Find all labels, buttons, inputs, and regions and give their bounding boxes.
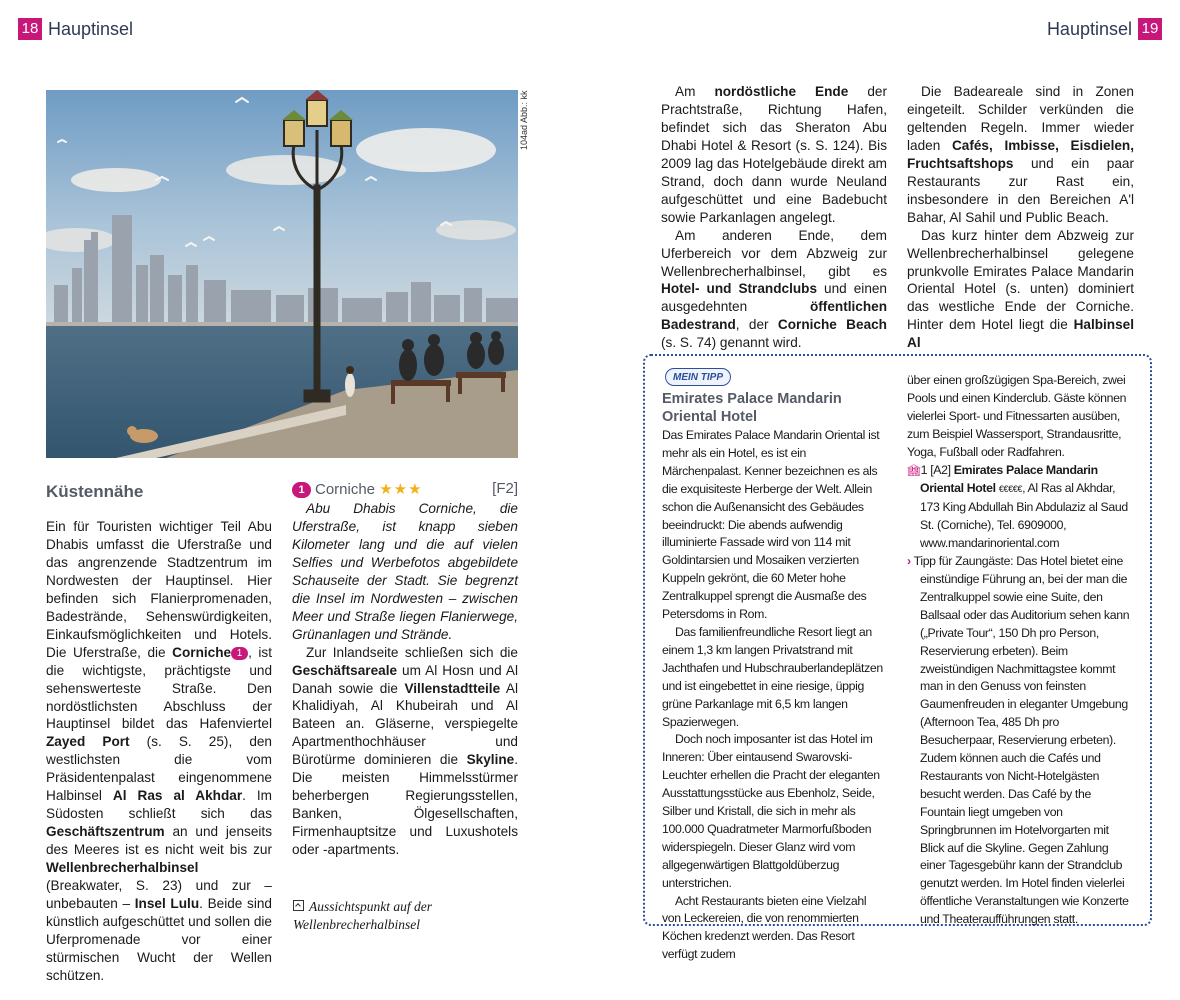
tip-paragraph: Doch noch imposanter ist das Hotel im Inneren: Über eintausend Swarovski-Leuchter erhellen die Pracht der eleganten Ausstattungsstücke aus Ebenholz, Seide, Silber und Kristall, die sich in mehr als 100.000 Quadratmeter Marmorfußboden widerspiegeln. Dieser Glanz wird vom allgegenwärtigen Blattgoldüberzug unterstrichen.	[662, 732, 880, 890]
text-run: . Die meisten Himmelsstürmer beherbergen Regierungsstellen, Banken, Ölgesellschaften, Firmenhauptsitze und Luxushotels oder -apartments.	[292, 752, 518, 858]
left-page-title: Hauptinsel	[48, 19, 134, 39]
bold-term: nordöstliche Ende	[714, 84, 849, 99]
poi-number-badge: 1	[292, 482, 311, 498]
tip-paragraph: Das familienfreundliche Resort liegt an einem 1,3 km langen Privatstrand mit Jachthafen und Hubschrauberlandeplätzen und ist eingebettet in eine riesige, üppig grüne Parkanlage mit 6,5 km langen Spazierwegen.	[662, 624, 883, 729]
hotel-entry	[907, 462, 1135, 554]
bold-term: Wellenbrecherhalbinsel	[46, 860, 199, 876]
right-page-number: 19	[1138, 18, 1162, 40]
photo-caption-text: Aussichtspunkt auf der Wellenbrecherhalbinsel	[293, 899, 432, 932]
section-heading: Küstennähe	[46, 482, 144, 501]
text-run: Am	[675, 84, 715, 99]
left-column-1	[46, 518, 272, 985]
photo-caption	[293, 898, 523, 934]
paragraph	[661, 83, 887, 227]
text-run: Das kurz hinter dem Abzweig zur Wellenbrecherhalbinsel gelegene prunkvolle Emirates Palace Mandarin Oriental Hotel (s. unten) dominiert das westliche Ende der Corniche. Hinter dem Hotel liegt die	[907, 227, 1134, 333]
paragraph	[907, 227, 1134, 353]
text-run: Ein für Touristen wichtiger Teil Abu Dhabis umfasst die Uferstraße und das angrenzende Stadtzentrum im Nordwesten der Hauptinsel. Hier befinden sich Flanierpromenaden, Badestrände, Sehenswürdigkeiten, Einkaufsmöglichkeiten und Hotels. Die Uferstraße, die	[46, 519, 272, 660]
text-run: , ist die wichtigste, prächtigste und sehenswerteste Straße. Den nordöstlichsten Abschluss der Hauptinsel bildet das Hafenviertel	[46, 644, 272, 732]
bold-term: Halbinsel Al	[907, 317, 1134, 351]
bold-term: Cafés, Imbisse, Eisdielen, Fruchtsaftshops	[907, 137, 1134, 171]
hotel-grid-ref: [A2]	[930, 462, 951, 477]
text-run: Am anderen Ende, dem Uferbereich vor dem Abzweig zur Wellenbrecherhalbinsel, gibt es	[661, 227, 887, 279]
text-run: , der	[735, 317, 778, 333]
hotel-details: , Al Ras al Akhdar, 173 King Abdullah Bin Abdulaziz al Saud St. (Corniche), Tel. 6909000, www.mandarinoriental.com	[920, 481, 1128, 551]
arrow-right-icon: ›	[907, 554, 911, 569]
right-column-1	[661, 83, 887, 352]
left-page-number: 18	[18, 18, 42, 40]
bold-term: Villenstadtteile	[404, 680, 501, 696]
poi-description: Abu Dhabis Corniche, die Uferstraße, ist knapp sieben Kilometer lang und die auf vielen Selfies und Werbefotos abgebildete Schauseite der Stadt. Sie begrenzt die Insel im Nordwesten – zwischen Meer und Straße liegen Flanierwege, Grünanlagen und Strände.	[292, 501, 518, 642]
tip-intro: über einen großzügigen Spa-Bereich, zwei Pools und einen Kinderclub. Gäste können vielerlei Sport- und Fitnessarten ausüben, zum Beispiel Wassersport, Strandausritte, Yoga, Fußball oder Radfahren.	[907, 373, 1127, 459]
hotel-rating: €€€€€	[998, 484, 1023, 495]
photo-credit: 104ad Abb.: kk	[519, 90, 529, 150]
bold-term: öffentlichen Badestrand	[661, 299, 887, 333]
right-column-2	[907, 83, 1134, 352]
bold-term: Skyline	[466, 752, 515, 768]
tip-paragraph: Acht Restaurants bieten eine Vielzahl von Leckereien, die von renommierten Köchen kredenzt werden. Das Resort verfügt zudem	[662, 893, 867, 962]
paragraph	[907, 83, 1134, 227]
bold-term: Geschäftszentrum	[46, 824, 165, 840]
left-column-1-text	[46, 518, 272, 985]
text-run: Die Badeareale sind in Zonen eingeteilt. Schilder verkünden die geltenden Regeln. Immer wieder laden	[907, 84, 1134, 153]
bold-term: Corniche Beach	[777, 317, 887, 333]
bold-term: Corniche	[172, 644, 232, 660]
text-run: (Breakwater, S. 23) und zur – unbebauten –	[46, 878, 272, 912]
text-run: um Al Hosn und Al Danah sowie die	[292, 662, 518, 696]
zaungaeste-tip	[907, 553, 1135, 929]
hotel-ref-number: 1	[920, 462, 928, 477]
bold-term: Geschäftsareale	[292, 662, 398, 678]
left-column-2-text	[292, 644, 518, 859]
tip-column-1	[662, 427, 888, 964]
text-run: . Beide sind künstlich aufgeschüttet und sollen die Uferpromenade vor einer stürmischen Wucht der Wellen schützen.	[46, 896, 272, 983]
text-run: . Im Südosten schließt sich das	[46, 788, 273, 822]
text-run: Al Khalidiyah, Al Khubeirah und Al Bateen an. Gläserne, verspiegelte Apartmenthochhäuser und Bürotürme dominieren die	[292, 680, 518, 768]
bold-term: Hotel- und Strandclubs	[661, 281, 818, 297]
text-run: (s. S. 25), den westlichsten die vom Präsidentenpalast eingenommene Halbinsel	[46, 734, 272, 804]
hotel-name: Emirates Palace Mandarin Oriental Hotel	[920, 462, 1098, 496]
text-run: und einen ausgedehnten	[661, 281, 887, 315]
bold-term: Zayed Port	[46, 734, 130, 750]
text-run: und ein paar Restaurants zur Rast ein, insbesondere in den Bereichen A'l Bahar, Al Sahil und Public Beach.	[907, 155, 1134, 225]
text-run: (s. S. 74) genannt wird.	[661, 335, 802, 351]
tip-paragraph: Das Emirates Palace Mandarin Oriental ist mehr als ein Hotel, es ist ein Märchenpalast. Kenner bezeichnen es als die exquisiteste Herberge der Welt. Allein schon die Außenansicht des Gebäudes beeindruckt: Die abends aufwendig illuminierte Fassade wird von 114 mit Goldintarsien und Mosaiken verzierten Kuppeln gekrönt, die 60 Meter hohe Zentralkuppel sprengt die Ausmaße des Petersdoms in Rom.	[662, 428, 880, 622]
poi-number-badge: 1	[231, 647, 248, 660]
photo-reference-icon	[293, 900, 304, 911]
poi-name: Corniche	[315, 481, 376, 498]
corniche-photo	[46, 90, 518, 458]
bold-term: Insel Lulu	[134, 896, 200, 912]
text-run: Zur Inlandseite schließen sich die	[306, 644, 518, 660]
mein-tipp-badge: MEIN TIPP	[665, 368, 731, 386]
paragraph	[661, 227, 887, 353]
left-column-2	[292, 500, 518, 859]
poi-heading	[292, 480, 518, 500]
poi-grid-reference: [F2]	[492, 480, 518, 497]
hotel-icon: 🏨︎	[907, 464, 921, 477]
text-run: der Prachtstraße, Richtung Hafen, befindet sich das Sheraton Abu Dhabi Hotel & Resort (s. S. 124). Bis 2009 lag das Hotelgebäude direkt am Strand, doch dann wurde Neuland aufgeschüttet und eine Badebucht sowie Parkanlagen angelegt.	[661, 84, 887, 225]
bold-term: Al Ras al Akhdar	[112, 788, 243, 804]
poi-stars: ★★★	[379, 481, 423, 498]
tip-title: Emirates Palace Mandarin Oriental Hotel	[662, 391, 842, 425]
right-page-title: Hauptinsel	[1046, 19, 1132, 39]
text-run: an und jenseits des Meeres ist es nicht weit bis zur	[46, 824, 272, 858]
tip-column-2	[907, 372, 1135, 929]
zaungaeste-tip-text: Tipp für Zaungäste: Das Hotel bietet eine einstündige Führung an, bei der man die Zentralkuppel sowie eine Suite, den Ballsaal oder das Auditorium sehen kann („Private Tour“, 150 Dh pro Person, Reservierung erbeten). Beim zweistündigen Nachmittagstee kommt man in den Genuss von feinsten Gaumenfreuden in eleganter Umgebung (Afternoon Tea, 485 Dh pro Besucherpaar, Reservierung erbeten). Zudem können auch die Cafés und Restaurants von Nicht-Hotelgästen besucht werden. Das Café by the Fountain liegt umgeben von Springbrunnen im Hotelvorgarten mit Blick auf die Skyline. Gegen Zahlung einer Tagesgebühr kann der Strandclub genutzt werden. Im Hotel finden vielerlei öffentliche Veranstaltungen wie Konzerte und Theateraufführungen statt.	[913, 554, 1130, 927]
